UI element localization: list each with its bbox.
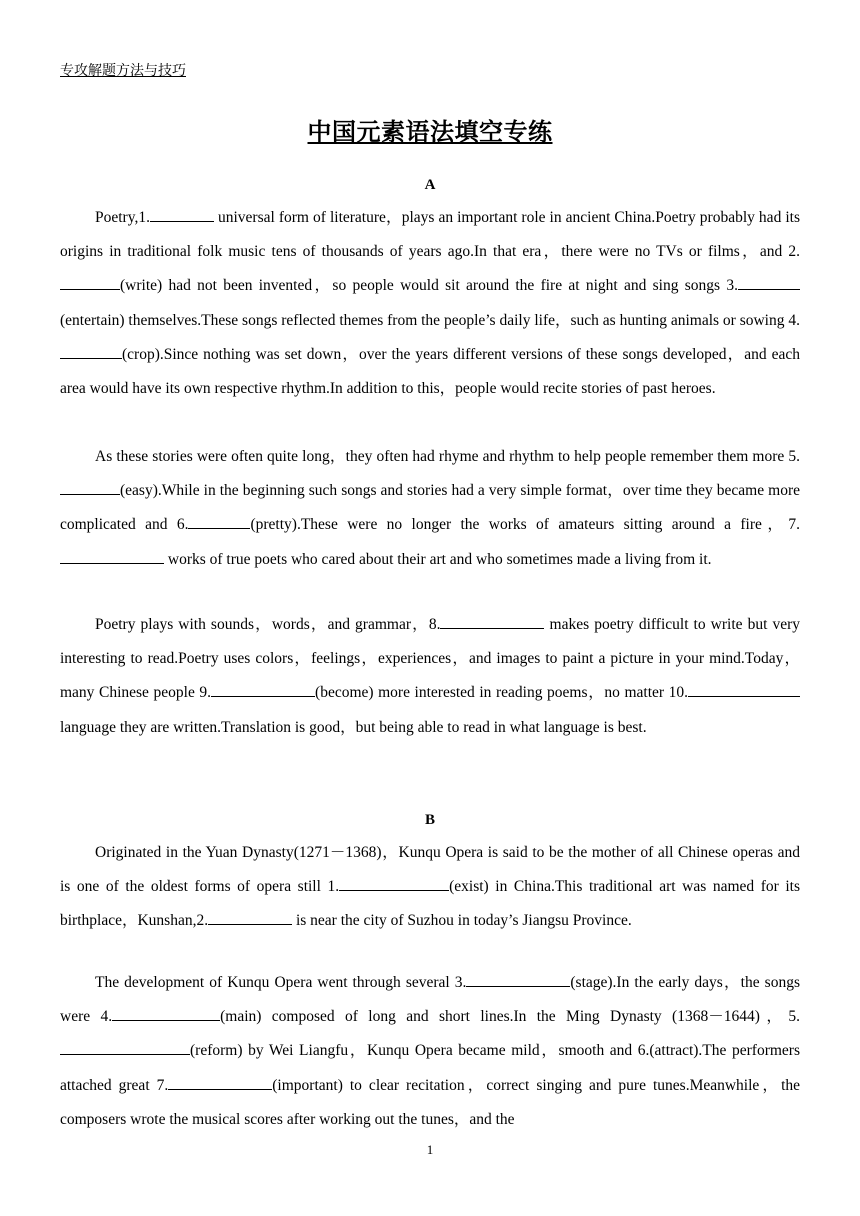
page-header: 专攻解题方法与技巧 [60,63,186,79]
answer-blank[interactable] [208,910,292,925]
answer-blank[interactable] [150,207,214,222]
paragraph-text: (write) had not been invented，so people would sit around the fire at night and sing songs 3. [120,277,738,295]
paragraph-text: (easy).While in the beginning such songs and stories had a very simple format，over time they became more complicated and 6. [60,482,800,534]
paragraph-text: Poetry,1. [95,209,150,226]
page-number: 1 [426,1142,434,1157]
paragraph-text: (crop).Since nothing was set down，over the years different versions of these songs developed，and each area would have its own respective rhythm.In addition to this，people would recite stories of past heroes. [60,345,800,398]
paragraph-a3 [60,608,800,745]
paragraph-text: universal form of literature，plays an important role in ancient China.Poetry probably had its origins in traditional folk music tens of thousands of years ago.In that era，there were no TVs or films，and 2. [60,209,800,261]
answer-blank[interactable] [188,514,250,529]
answer-blank[interactable] [112,1006,220,1021]
paragraph-b2 [60,966,800,1137]
section-label-b: B [424,812,435,828]
answer-blank[interactable] [738,275,800,290]
answer-blank[interactable] [60,549,164,564]
answer-blank[interactable] [466,972,570,987]
paragraph-text: is near the city of Suzhou in today’s Jiangsu Province. [292,912,632,930]
paragraph-a1 [60,201,800,406]
answer-blank[interactable] [168,1075,272,1090]
paragraph-text: Originated in the Yuan Dynasty(1271－1368)，Kunqu Opera is said to be the mother of all Chinese operas and is one of the oldest forms of opera still 1. [60,844,800,896]
page-title: 中国元素语法填空专练 [307,118,553,146]
answer-blank[interactable] [440,614,544,629]
paragraph-text: (important) to clear recitation，correct singing and pure tunes.Meanwhile，the composers wrote the musical scores after working out the tunes，and the [60,1076,801,1128]
answer-blank[interactable] [60,480,120,495]
answer-blank[interactable] [339,876,449,891]
answer-blank[interactable] [60,1040,190,1055]
section-label-a: A [424,177,436,193]
answer-blank[interactable] [688,682,800,697]
paragraph-text: (exist) in China.This traditional art was named for its birthplace，Kunshan,2. [60,878,800,930]
paragraph-a2 [60,440,800,577]
paragraph-text: (main) composed of long and short lines.In the Ming Dynasty (1368－1644)，5. [220,1008,800,1026]
paragraph-text: (pretty).These were no longer the works of amateurs sitting around a fire，7. [250,516,801,534]
answer-blank[interactable] [60,275,120,290]
paragraph-text: makes poetry difficult to write but very interesting to read.Poetry uses colors，feelings，experiences，and images to paint a picture in your mind.Today，many Chinese people 9. [60,616,800,702]
paragraph-text: works of true poets who cared about their art and who sometimes made a living from it. [164,550,712,568]
paragraph-text: (stage).In the early days，the songs were 4. [60,974,800,1026]
paragraph-text: Poetry plays with sounds，words，and grammar，8. [95,616,441,633]
paragraph-text: The development of Kunqu Opera went through several 3. [95,974,467,991]
answer-blank[interactable] [211,682,315,697]
paragraph-text: (entertain) themselves.These songs reflected themes from the people’s daily life，such as hunting animals or sowing 4. [60,311,800,329]
paragraph-text: (become) more interested in reading poems，no matter 10. [315,684,688,702]
paragraph-b1 [60,836,800,939]
paragraph-text: language they are written.Translation is good，but being able to read in what language is best. [60,718,647,736]
paragraph-text: As these stories were often quite long，they often had rhyme and rhythm to help people remember them more 5. [95,448,800,465]
answer-blank[interactable] [60,344,122,359]
paragraph-text: (reform) by Wei Liangfu，Kunqu Opera became mild，smooth and 6.(attract).The performers attached great 7. [60,1042,800,1094]
